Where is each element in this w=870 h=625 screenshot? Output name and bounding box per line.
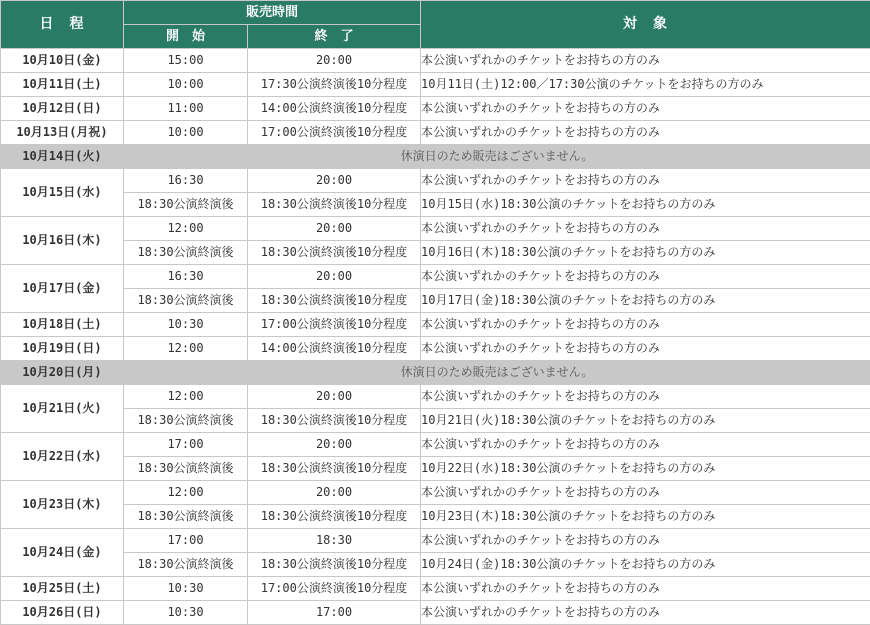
end-cell: 20:00	[248, 265, 421, 289]
start-cell: 12:00	[124, 217, 248, 241]
table-row	[1, 529, 870, 553]
end-cell: 14:00公演終演後10分程度	[248, 97, 421, 121]
target-cell: 本公演いずれかのチケットをお持ちの方のみ	[421, 601, 870, 625]
start-cell: 15:00	[124, 49, 248, 73]
table-row	[1, 241, 870, 265]
end-cell: 18:30公演終演後10分程度	[248, 457, 421, 481]
target-cell: 本公演いずれかのチケットをお持ちの方のみ	[421, 169, 870, 193]
date-cell: 10月15日(水)	[1, 169, 124, 217]
end-cell: 20:00	[248, 433, 421, 457]
start-cell: 12:00	[124, 481, 248, 505]
start-cell: 10:30	[124, 313, 248, 337]
end-cell: 17:00公演終演後10分程度	[248, 121, 421, 145]
start-cell: 17:00	[124, 433, 248, 457]
target-cell: 本公演いずれかのチケットをお持ちの方のみ	[421, 121, 870, 145]
date-cell: 10月19日(日)	[1, 337, 124, 361]
table-row	[1, 217, 870, 241]
table-row	[1, 121, 870, 145]
end-cell: 20:00	[248, 481, 421, 505]
header-target: 対 象	[421, 1, 870, 49]
end-cell: 18:30公演終演後10分程度	[248, 409, 421, 433]
header-sales-time: 販売時間	[124, 1, 421, 25]
start-cell: 18:30公演終演後	[124, 505, 248, 529]
start-cell: 16:30	[124, 265, 248, 289]
target-cell: 本公演いずれかのチケットをお持ちの方のみ	[421, 337, 870, 361]
target-cell: 10月24日(金)18:30公演のチケットをお持ちの方のみ	[421, 553, 870, 577]
target-cell: 本公演いずれかのチケットをお持ちの方のみ	[421, 529, 870, 553]
start-cell: 12:00	[124, 337, 248, 361]
target-cell: 10月17日(金)18:30公演のチケットをお持ちの方のみ	[421, 289, 870, 313]
target-cell: 本公演いずれかのチケットをお持ちの方のみ	[421, 481, 870, 505]
date-cell: 10月23日(木)	[1, 481, 124, 529]
target-cell: 本公演いずれかのチケットをお持ちの方のみ	[421, 265, 870, 289]
target-cell: 10月21日(火)18:30公演のチケットをお持ちの方のみ	[421, 409, 870, 433]
target-cell: 本公演いずれかのチケットをお持ちの方のみ	[421, 313, 870, 337]
target-cell: 本公演いずれかのチケットをお持ちの方のみ	[421, 217, 870, 241]
end-cell: 18:30公演終演後10分程度	[248, 553, 421, 577]
table-row	[1, 457, 870, 481]
table-row	[1, 385, 870, 409]
end-cell: 18:30公演終演後10分程度	[248, 241, 421, 265]
table-row	[1, 409, 870, 433]
start-cell: 10:30	[124, 601, 248, 625]
table-row	[1, 577, 870, 601]
table-row	[1, 553, 870, 577]
end-cell: 18:30	[248, 529, 421, 553]
start-cell: 12:00	[124, 385, 248, 409]
end-cell: 20:00	[248, 385, 421, 409]
date-cell: 10月21日(火)	[1, 385, 124, 433]
header-date: 日 程	[1, 1, 124, 49]
date-cell: 10月17日(金)	[1, 265, 124, 313]
start-cell: 18:30公演終演後	[124, 241, 248, 265]
date-cell: 10月24日(金)	[1, 529, 124, 577]
target-cell: 本公演いずれかのチケットをお持ちの方のみ	[421, 49, 870, 73]
start-cell: 18:30公演終演後	[124, 193, 248, 217]
start-cell: 18:30公演終演後	[124, 409, 248, 433]
date-cell: 10月16日(木)	[1, 217, 124, 265]
start-cell: 18:30公演終演後	[124, 553, 248, 577]
date-cell: 10月10日(金)	[1, 49, 124, 73]
closed-message: 休演日のため販売はございません。	[124, 361, 870, 385]
date-cell: 10月26日(日)	[1, 601, 124, 625]
target-cell: 本公演いずれかのチケットをお持ちの方のみ	[421, 433, 870, 457]
end-cell: 20:00	[248, 169, 421, 193]
end-cell: 14:00公演終演後10分程度	[248, 337, 421, 361]
start-cell: 11:00	[124, 97, 248, 121]
table-row	[1, 313, 870, 337]
date-cell: 10月25日(土)	[1, 577, 124, 601]
end-cell: 17:30公演終演後10分程度	[248, 73, 421, 97]
table-row	[1, 49, 870, 73]
date-cell: 10月18日(土)	[1, 313, 124, 337]
start-cell: 17:00	[124, 529, 248, 553]
closed-row	[1, 145, 870, 169]
closed-message: 休演日のため販売はございません。	[124, 145, 870, 169]
table-header	[1, 1, 870, 49]
target-cell: 本公演いずれかのチケットをお持ちの方のみ	[421, 577, 870, 601]
date-cell: 10月14日(火)	[1, 145, 124, 169]
table-row	[1, 601, 870, 625]
start-cell: 18:30公演終演後	[124, 457, 248, 481]
start-cell: 10:00	[124, 73, 248, 97]
header-end: 終 了	[248, 25, 421, 49]
start-cell: 10:00	[124, 121, 248, 145]
table-row	[1, 265, 870, 289]
end-cell: 20:00	[248, 217, 421, 241]
end-cell: 17:00	[248, 601, 421, 625]
target-cell: 本公演いずれかのチケットをお持ちの方のみ	[421, 97, 870, 121]
header-start: 開 始	[124, 25, 248, 49]
end-cell: 18:30公演終演後10分程度	[248, 289, 421, 313]
target-cell: 10月11日(土)12:00／17:30公演のチケットをお持ちの方のみ	[421, 73, 870, 97]
date-cell: 10月11日(土)	[1, 73, 124, 97]
start-cell: 16:30	[124, 169, 248, 193]
target-cell: 10月16日(木)18:30公演のチケットをお持ちの方のみ	[421, 241, 870, 265]
table-row	[1, 289, 870, 313]
table-row	[1, 73, 870, 97]
table-row	[1, 169, 870, 193]
date-cell: 10月13日(月祝)	[1, 121, 124, 145]
table-row	[1, 481, 870, 505]
table-row	[1, 337, 870, 361]
date-cell: 10月12日(日)	[1, 97, 124, 121]
end-cell: 17:00公演終演後10分程度	[248, 577, 421, 601]
start-cell: 18:30公演終演後	[124, 289, 248, 313]
target-cell: 10月22日(水)18:30公演のチケットをお持ちの方のみ	[421, 457, 870, 481]
end-cell: 20:00	[248, 49, 421, 73]
target-cell: 本公演いずれかのチケットをお持ちの方のみ	[421, 385, 870, 409]
table-row	[1, 193, 870, 217]
end-cell: 18:30公演終演後10分程度	[248, 505, 421, 529]
end-cell: 18:30公演終演後10分程度	[248, 193, 421, 217]
closed-row	[1, 361, 870, 385]
date-cell: 10月20日(月)	[1, 361, 124, 385]
table-row	[1, 433, 870, 457]
target-cell: 10月15日(水)18:30公演のチケットをお持ちの方のみ	[421, 193, 870, 217]
start-cell: 10:30	[124, 577, 248, 601]
table-row	[1, 97, 870, 121]
date-cell: 10月22日(水)	[1, 433, 124, 481]
end-cell: 17:00公演終演後10分程度	[248, 313, 421, 337]
target-cell: 10月23日(木)18:30公演のチケットをお持ちの方のみ	[421, 505, 870, 529]
table-row	[1, 505, 870, 529]
